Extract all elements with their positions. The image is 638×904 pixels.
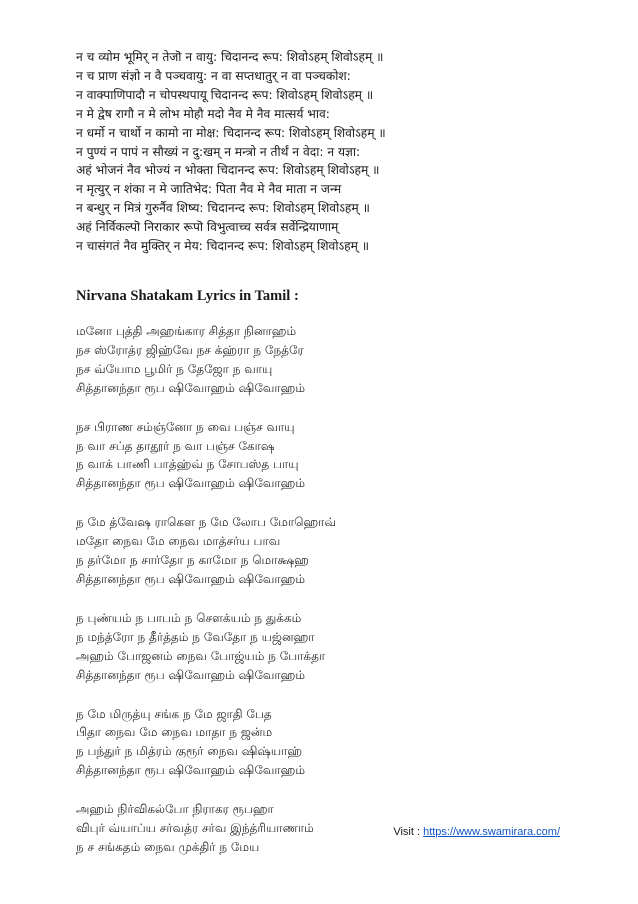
tamil-stanza <box>76 705 576 781</box>
tamil-stanza <box>76 513 576 589</box>
tamil-line: பிதா நைவ மே நைவ மாதா ந ஜன்ம <box>76 725 273 740</box>
sanskrit-line: न धर्मो न चार्थो न कामो ना मोक्ष: चिदानन्द रूप: शिवोऽहम् शिवोऽहम् ॥ <box>76 125 386 140</box>
tamil-stanza <box>76 609 576 685</box>
tamil-line: சித்தானந்தா ரூப ஷிவோஹம் ஷிவோஹம் <box>76 476 306 491</box>
sanskrit-line: अहं भोजनं नैव भोज्यं न भोक्ता चिदानन्द रूप: शिवोऽहम् शिवोऽहम् ॥ <box>76 163 380 178</box>
sanskrit-line: न मृत्युर् न शंका न मे जातिभेद: पिता नैव मे नैव माता न जन्म <box>76 182 342 197</box>
tamil-line: சித்தானந்தா ரூப ஷிவோஹம் ஷிவோஹம் <box>76 763 306 778</box>
sanskrit-verses <box>76 48 576 256</box>
tamil-line: ந மே மிருத்யு சங்க ந மே ஜாதி பேத <box>76 706 272 721</box>
tamil-verses <box>76 322 576 877</box>
sanskrit-line: न च व्योम भूमिर् न तेजॊ न वायु: चिदानन्द रूप: शिवोऽहम् शिवोऽहम् ॥ <box>76 50 384 64</box>
section-heading: Nirvana Shatakam Lyrics in Tamil : <box>76 288 299 304</box>
tamil-line: விபுர் வ்யாப்ய சர்வத்ர சர்வ இந்த்ரியாணாம் <box>76 821 314 836</box>
sanskrit-line: न चासंगतं नैव मुक्तिर् न मेय: चिदानन्द रूप: शिवोऽहम् शिवोऽहम् ॥ <box>76 239 370 254</box>
tamil-line: ந பந்துர் ந மித்ரம் குரூர் நைவ ஷிஷ்யாஹ் <box>76 744 303 759</box>
tamil-line: ந புண்யம் ந பாபம் ந சௌக்யம் ந துக்கம் <box>76 610 302 625</box>
tamil-line: அஹம் நிர்விகல்போ நிராகர ரூபஹா <box>76 802 274 817</box>
tamil-line: ந மே த்வேஷ ராகௌ ந மே லோப மோஹொவ் <box>76 515 336 530</box>
sanskrit-line: न बन्धुर् न मित्रं गुरुर्नैव शिष्य: चिदानन्द रूप: शिवोऽहम् शिवोऽहम् ॥ <box>76 201 370 216</box>
tamil-line: ந வாக் பாணி பாத்ஹ்வ் ந சோபஸ்த பாயு <box>76 457 299 472</box>
tamil-line: ந ச சங்கதம் நைவ முக்திர் ந மேய <box>76 839 260 854</box>
tamil-line: நச வ்யோம பூமிர் ந தேஜோ ந வாயு <box>76 361 273 376</box>
website-link[interactable]: https://www.swamirara.com/ <box>423 826 560 838</box>
sanskrit-line: न वाक्पाणिपादौ न चोपस्थपायू चिदानन्द रूप: शिवोऽहम् शिवोऽहम् ॥ <box>76 87 374 102</box>
tamil-line: ந வா சப்த தாதூர் ந வா பஞ்ச கோஷ <box>76 438 275 453</box>
footer-prefix: Visit : <box>393 826 424 838</box>
tamil-line: நச ஸ்ரோத்ர ஜிஹ்வே நச க்ஹ்ரா ந நேத்ரே <box>76 342 304 357</box>
tamil-stanza <box>76 418 576 494</box>
tamil-line: மதோ நைவ மே நைவ மாத்சர்ய பாவ <box>76 534 281 549</box>
tamil-line: மனோ புத்தி அஹங்கார சித்தா நினாஹம் <box>76 324 297 338</box>
tamil-line: ந மந்த்ரோ ந தீர்த்தம் ந வேதோ ந யஜ்னஹா <box>76 629 315 644</box>
sanskrit-line: न पुण्यं न पापं न सौख्यं न दु:खम् न मन्त्रो न तीर्थं न वेदा: न यज्ञा: <box>76 144 361 159</box>
tamil-line: சித்தானந்தா ரூப ஷிவோஹம் ஷிவோஹம் <box>76 380 306 395</box>
sanskrit-line: अहं निर्विकल्पॊ निराकार रूपॊ विभुत्वाच्च सर्वत्र सर्वेन्द्रियाणाम् <box>76 220 339 235</box>
footer-visit <box>393 826 560 838</box>
tamil-line: ந தர்மோ ந சார்தோ ந காமோ ந மொக்ஷஹ <box>76 553 309 568</box>
sanskrit-line: न च प्राण संज्ञो न वै पञ्चवायु: न वा सप्तधातुर् न वा पञ्चकोश: <box>76 68 351 83</box>
tamil-line: சித்தானந்தா ரூப ஷிவோஹம் ஷிவோஹம் <box>76 667 306 682</box>
tamil-line: சித்தானந்தா ரூப ஷிவோஹம் ஷிவோஹம் <box>76 571 306 586</box>
sanskrit-line: न मे द्वेष रागौ न मे लोभ मोहौ मदो नैव मे नैव मात्सर्य भाव: <box>76 106 330 121</box>
tamil-line: அஹம் போஜனம் நைவ போஜ்யம் ந போக்தா <box>76 648 326 663</box>
tamil-line: நச பிராண சம்ஞ்னோ ந வை பஞ்ச வாயு <box>76 419 295 434</box>
tamil-stanza <box>76 322 576 398</box>
